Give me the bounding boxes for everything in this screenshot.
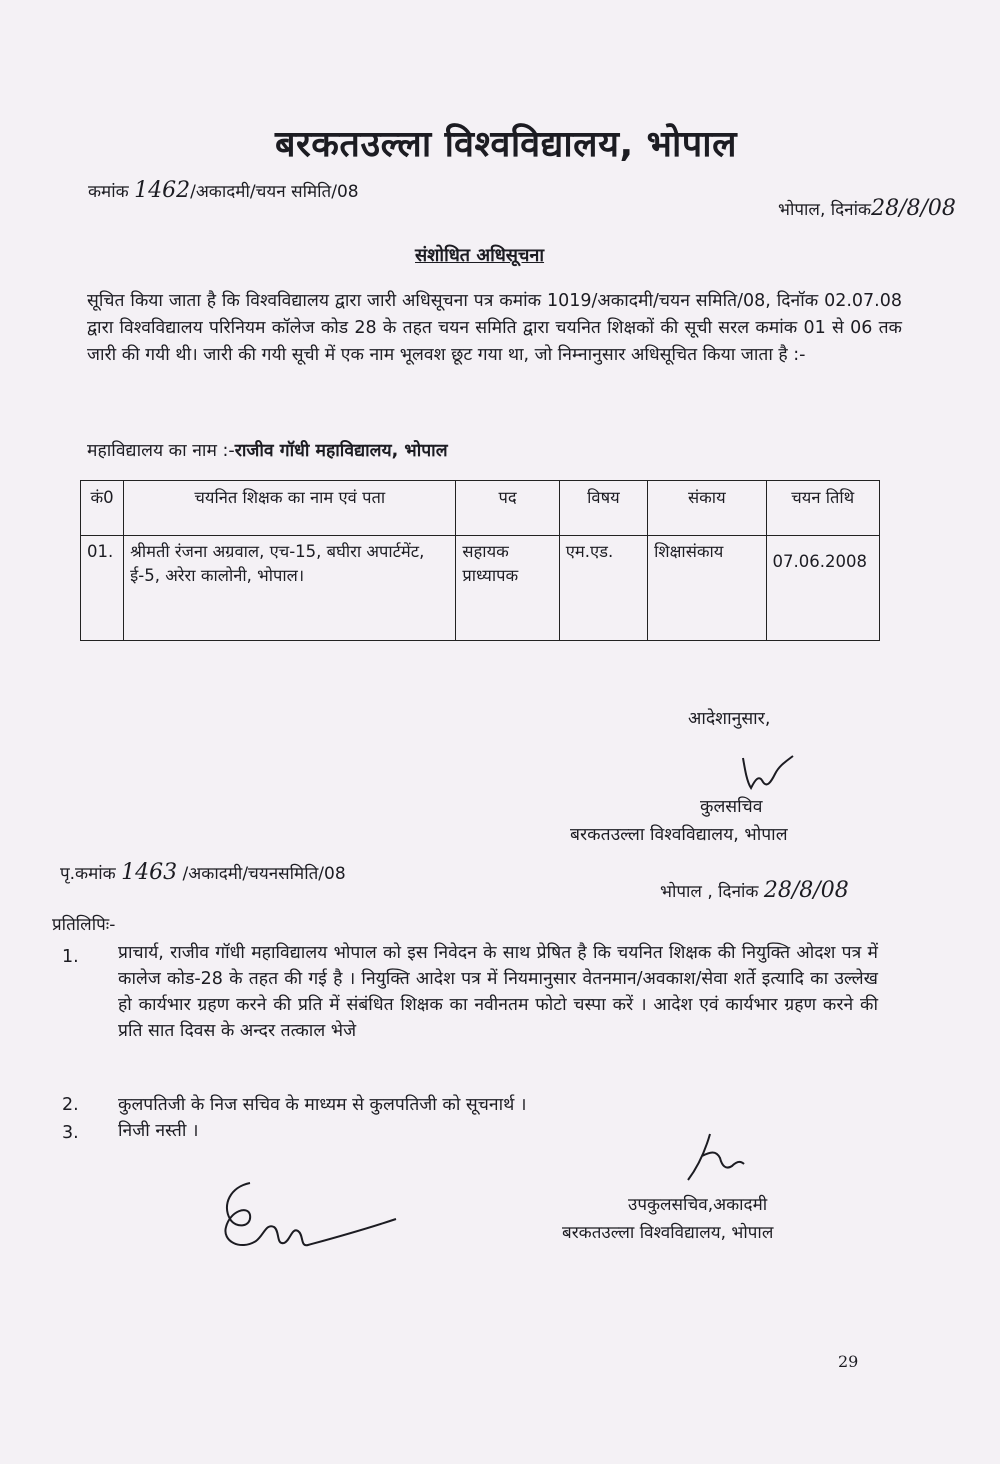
notice-paragraph: सूचित किया जाता है कि विश्वविद्यालय द्वारा जारी अधिसूचना पत्र कमांक 1019/अकादमी/चयन समिति/08, दिनॉक 02.07.08 द्वारा विश्वविद्यालय परिनियम कॉलेज कोड 28 के तहत चयन समिति द्वारा चयनित शिक्षकों की सूची सरल कमांक 01 से 06 तक जारी की गयी थी। जारी की गयी सूची में एक नाम भूलवश छूट गया था, जो निम्नानुसार अधिसूचित किया जाता है :- xyxy=(87,291,902,365)
deputy-registrar-university: बरकतउल्ला विश्वविद्यालय, भोपाल xyxy=(562,1223,774,1243)
copy-reference-number: पृ.कमांक 1463 /अकादमी/चयनसमिति/08 xyxy=(60,860,346,885)
col-header-date: चयन तिथि xyxy=(766,481,879,536)
col-header-name: चयनित शिक्षक का नाम एवं पता xyxy=(124,481,456,536)
university-title: बरकतउल्ला विश्वविद्यालय, भोपाल xyxy=(275,124,737,165)
deputy-registrar-title: उपकुलसचिव,अकादमी xyxy=(628,1195,768,1215)
copy-item-number: 3. xyxy=(62,1123,79,1143)
table-row xyxy=(81,536,880,641)
table-header-row xyxy=(81,481,880,536)
copy-item-text: निजी नस्ती । xyxy=(118,1121,199,1141)
copy-label: प्रतिलिपिः- xyxy=(52,915,116,935)
copy-date: भोपाल , दिनांक 28/8/08 xyxy=(660,878,849,903)
initials-signature xyxy=(200,1175,400,1265)
handwritten-copy-ref: 1463 xyxy=(121,860,178,885)
cell-subject: एम.एड. xyxy=(559,536,647,641)
copy-item-text: प्राचार्य, राजीव गॉधी महाविद्यालय भोपाल को इस निवेदन के साथ प्रेषित है कि चयनित शिक्षक की नियुक्ति ओदश पत्र में कालेज कोड-28 के तहत की गई है । नियुक्ति आदेश पत्र में नियमानुसार वेतनमान/अवकाश/सेवा शर्ते इत्यादि का उल्लेख हो कार्यभार ग्रहण करने की प्रति में संबंधित शिक्षक का नवीनतम फोटो चस्पा करें । आदेश एवं कार्यभार ग्रहण करने की प्रति सात दिवस के अन्दर तत्काल भेजे xyxy=(118,943,878,1041)
college-name: राजीव गॉधी महाविद्यालय, भोपाल xyxy=(234,441,448,461)
handwritten-date: 28/8/08 xyxy=(871,196,956,221)
handwritten-ref-number: 1462 xyxy=(134,178,191,203)
registrar-signature xyxy=(735,752,805,794)
registrar-university: बरकतउल्ला विश्वविद्यालय, भोपाल xyxy=(570,825,788,845)
college-line: महाविद्यालय का नाम :-राजीव गॉधी महाविद्यालय, भोपाल xyxy=(87,441,448,461)
copy-item-text: कुलपतिजी के निज सचिव के माध्यम से कुलपतिजी को सूचनार्थ । xyxy=(118,1095,527,1115)
notice-subject: संशोधित अधिसूचना xyxy=(415,245,545,266)
col-header-post: पद xyxy=(456,481,559,536)
col-header-sno: कं0 xyxy=(81,481,124,536)
copy-item-number: 2. xyxy=(62,1095,79,1115)
registrar-title: कुलसचिव xyxy=(700,797,763,817)
cell-name-address: श्रीमती रंजना अग्रवाल, एच-15, बघीरा अपार्टमेंट, ई-5, अरेरा कालोनी, भोपाल। xyxy=(124,536,456,641)
copy-item-number: 1. xyxy=(62,947,79,967)
deputy-registrar-signature xyxy=(680,1130,750,1186)
reference-number: कमांक 1462/अकादमी/चयन समिति/08 xyxy=(88,178,359,203)
handwritten-copy-date: 28/8/08 xyxy=(763,878,849,903)
selection-table xyxy=(80,480,880,641)
cell-faculty: शिक्षासंकाय xyxy=(648,536,766,641)
col-header-subject: विषय xyxy=(559,481,647,536)
cell-selection-date: 07.06.2008 xyxy=(766,536,879,641)
cell-post: सहायक प्राध्यापक xyxy=(456,536,559,641)
page-number: 29 xyxy=(838,1352,859,1371)
order-text: आदेशानुसार, xyxy=(688,709,771,729)
col-header-faculty: संकाय xyxy=(648,481,766,536)
issue-date: भोपाल, दिनांक28/8/08 xyxy=(778,196,956,221)
cell-sno: 01. xyxy=(81,536,124,641)
